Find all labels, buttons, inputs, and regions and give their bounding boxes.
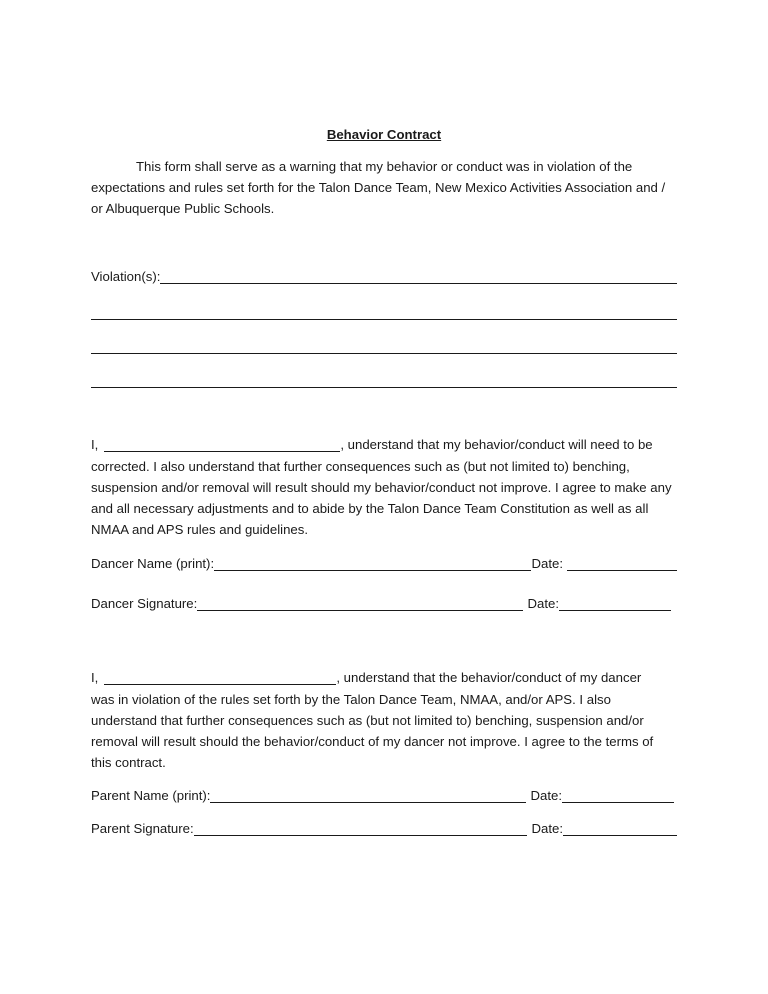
dancer-statement-first: , understand that my behavior/conduct will need to be (340, 437, 653, 452)
parent-name-label: Parent Name (print): (91, 788, 211, 803)
document-title: Behavior Contract (326, 127, 442, 142)
violations-field-4[interactable] (91, 373, 677, 388)
parent-name-row (91, 785, 677, 806)
parent-signature-row (91, 818, 677, 839)
dancer-name-inline-field[interactable] (104, 437, 340, 452)
violations-row-4 (91, 370, 677, 391)
parent-statement-rest: was in violation of the rules set forth by the Talon Dance Team, NMAA, and/or APS. I also understand that further consequences such as (but not limited to) benching, suspension and/or removal will result should the behavior/conduct of my dancer not improve. I agree to the terms of this contract. (91, 692, 654, 770)
violations-row-2 (91, 302, 677, 323)
violations-field-1[interactable] (160, 269, 677, 284)
parent-name-inline-field[interactable] (104, 670, 336, 685)
parent-name-date-field[interactable] (562, 788, 674, 803)
parent-name-date-label: Date: (530, 788, 562, 803)
dancer-signature-date-label: Date: (527, 596, 559, 611)
dancer-name-label: Dancer Name (print): (91, 556, 215, 571)
dancer-name-row (91, 553, 677, 574)
parent-signature-date-field[interactable] (563, 821, 677, 836)
violations-label: Violation(s): (91, 269, 161, 284)
parent-signature-label: Parent Signature: (91, 821, 194, 836)
violations-row (91, 266, 677, 287)
violations-field-3[interactable] (91, 339, 677, 354)
violations-field-2[interactable] (91, 305, 677, 320)
parent-signature-date-label: Date: (531, 821, 563, 836)
dancer-name-date-label: Date: (531, 556, 563, 571)
violations-row-3 (91, 336, 677, 357)
intro-paragraph: This form shall serve as a warning that my behavior or conduct was in violation of the expectations and rules set forth for the Talon Dance Team, New Mexico Activities Association and / or Albuquerque Public Schools. (91, 159, 666, 216)
parent-signature-field[interactable] (194, 821, 528, 836)
parent-prefix: I, (91, 670, 99, 685)
dancer-name-date-field[interactable] (567, 556, 677, 571)
dancer-statement-first-line (91, 434, 677, 455)
dancer-statement-rest: corrected. I also understand that further consequences such as (but not limited to) benching, suspension and/or removal will result should my behavior/conduct not improve. I agree to make any and all necessary adjustments and to abide by the Talon Dance Team Constitution as well as all NMAA and APS rules and guidelines. (91, 459, 672, 537)
dancer-signature-field[interactable] (197, 596, 523, 611)
parent-statement-first: , understand that the behavior/conduct of my dancer (336, 670, 642, 685)
parent-name-field[interactable] (210, 788, 526, 803)
dancer-signature-date-field[interactable] (559, 596, 671, 611)
parent-statement-first-line (91, 667, 677, 688)
dancer-prefix: I, (91, 437, 99, 452)
dancer-signature-row (91, 593, 677, 614)
dancer-signature-label: Dancer Signature: (91, 596, 198, 611)
dancer-name-field[interactable] (214, 556, 531, 571)
